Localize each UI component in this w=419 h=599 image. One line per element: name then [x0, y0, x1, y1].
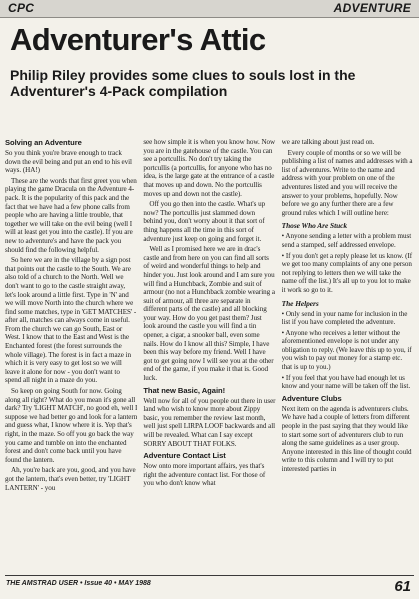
paragraph: So keep on going South for now. Going along all right? What do you mean it's gone all dark? Try 'LIGHT MATCH', no good eh, well I suppose we had better go and look for a lantern and guess what, I know where it is. Yep that's right, in the maze. So off you go back the way you came and tumble on into the enchanted forest and don't come back until you have found the lantern.	[5, 387, 138, 464]
paragraph: we are talking about just read on.	[281, 138, 375, 146]
heading-those-stuck: Those Who Are Stuck	[281, 221, 348, 231]
heading-clubs: Adventure Clubs	[281, 393, 342, 403]
bullet-item: • If you don't get a reply please let us know. (If we get too many complaints of any one person not replying to letters then we will take the name off the list.) It's all up to you lot to make it work so go to it.	[281, 251, 413, 294]
column-3	[282, 138, 414, 568]
paragraph: Well as I promised here we are in drac's castle and from here on you can find all sorts of weird and wonderful things to help and hinder you. Just look around and I am sure you will find a Hunchback, Zombie and suit of armour (no not a Hunchback zombie wearing a suit of armour, all three are separate in different parts of the castle) and all blocking your way. How do you get past them? Just look around the castle you will find a tin opener, a cigar, a snooker ball, even some nails. How do I know all this? Simple, I have been this way before my friend. Well I have got to get going now I will see you at the other end of the game, if you make it that is. Good luck.	[143, 245, 275, 383]
paragraph: These are the words that first greet you when playing the game Dracula on the Adventure 4-pack. It is the popularity of this pack and the fact that we have had a few phone calls from people who are having a little trouble, that together we will take on the evil being (well I will at least get you into the castle). If you are new to adventure's and have the pack you should find the following helpful.	[5, 176, 137, 254]
paragraph: So here we are in the village by a sign post that points out the castle to the South. We are also told of a church to the North. Well we don't want to go to the castle straight away, let's look around a little first. Type in 'N' and we will move North into the church where we find some matches, type in 'GET MATCHES' - after all, matches can always come in useful. From the church we can go South, East or West. I know that to the East and West is the Enchanted forest (the forest surrounds the whole village). The forest is in fact a maze in which it is very easy to get lost so we will leave it alone for now - you don't want to spend all night in a maze do you.	[5, 256, 137, 385]
paragraph: Now onto more important affairs, yes that's right the adventure contact list. For those of you who don't know what	[143, 462, 266, 488]
column-2	[143, 138, 275, 568]
bullet-item: • Anyone who receives a letter without the aforementioned envelope is not under any obligation to reply. (We leave this up to you, if you wish to pay out money for a stamp etc. that is up to you.)	[281, 328, 412, 372]
footer-issue-info: THE AMSTRAD USER • Issue 40 • MAY 1988	[6, 580, 151, 587]
heading-new-basic: That new Basic, Again!	[143, 385, 226, 395]
heading-helpers: The Helpers	[281, 298, 319, 308]
page-number: 61	[394, 578, 411, 595]
heading-contact-list: Adventure Contact List	[143, 451, 226, 461]
paragraph: see how simple it is when you know how. Now you are in the gatehouse of the castle. You can see a portcullis. No don't try taking the portcullis (a portcullis, for anyone who has no idea, is the large gate at the entrance of a castle that moves up and down. No the portcullis moves up and down not the castle).	[143, 138, 276, 198]
bullet-item: • Only send in your name for inclusion in the list if you have completed the adventure.	[281, 309, 408, 327]
bullet-item: • If you feel that you have had enough let us know and your name will be taken off the list.	[281, 373, 411, 391]
paragraph: So you think you're brave enough to track down the evil being and put an end to his evil ways. (HA!)	[5, 149, 132, 175]
header-band	[0, 0, 419, 18]
footer-rule	[5, 575, 414, 576]
paragraph: Next item on the agenda is adventurers clubs. We have had a couple of letters from different people in the past saying that they would like to start some sort of adventurers club to run along the same guidelines as a user group. Anyone interested in this line of thought could write to this column and I will try to put interested parties in	[281, 404, 412, 473]
column-1	[5, 138, 137, 568]
section-label: CPC	[8, 1, 35, 15]
paragraph: Every couple of months or so we will be publishing a list of names and addresses with a list of adventures. Write to the name and address with your problem on one of the adventures listed and you will receive the answer to your problems, hopefully. Now before we go any further there are a few ground rules which I will outline here:	[281, 148, 413, 217]
article-subtitle: Philip Riley provides some clues to souls lost in the Adventurer's 4-Pack compilation	[10, 67, 356, 99]
paragraph: Well now for all of you people out there in user land who wish to know more about Zippy basic, you remember the review last month, well just spell LIRPA LOOF backwards and all will be revealed. What can I say except SORRY ABOUT THAT FOLKS.	[143, 396, 276, 448]
bullet-item: • Anyone sending a letter with a problem must send a stamped, self addressed envelope.	[281, 232, 412, 249]
article-title: Adventurer's Attic	[10, 22, 266, 57]
paragraph: Ah, you're back are you, good, and you have got the lantern, that's even better, try 'LIGHT LANTERN' - you	[5, 466, 136, 492]
category-label: ADVENTURE	[333, 1, 411, 15]
article-body	[5, 138, 414, 568]
paragraph: Off you go then into the castle. What's up now? The portcullis just slammed down behind you, don't worry about it that sort of thing happens all the time in this sort of adventure just keep on going and forget it.	[143, 200, 266, 243]
heading-solving: Solving an Adventure	[5, 138, 82, 147]
